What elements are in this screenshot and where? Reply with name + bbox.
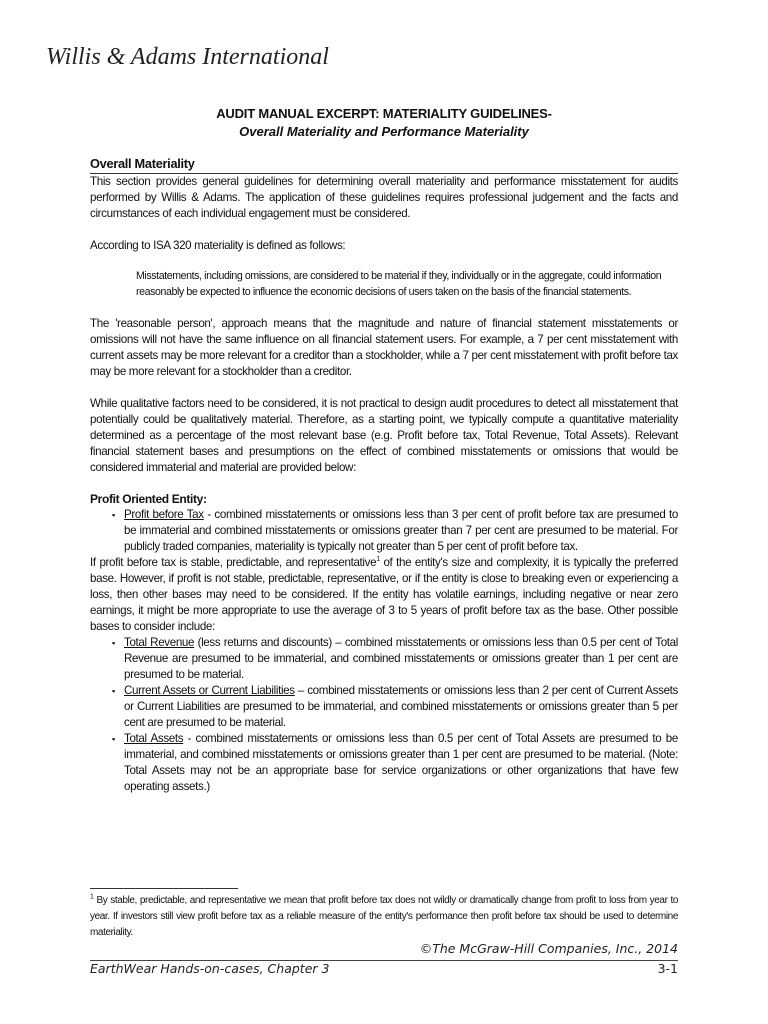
bullet-icon: ▪ [112,686,115,696]
firm-name: Willis & Adams International [46,44,329,70]
paragraph-text: of the entity's size and complexity, it is typically the preferred base. However, if profit is not stable, predictable, representative, or if the entity is close to breaking even or experiencing a loss, then other bases may need to be considered. If the entity has volatile earnings, including negative or near zero earnings, it might be more appropriate to use the average of 3 to 5 years of profit before tax as the base. Other possible bases to consider include: [90,556,679,633]
profit-base-paragraph [90,555,678,635]
footnote-text: By stable, predictable, and representative we mean that profit before tax does not wildly or dramatically change from profit to loss from year to year. If investors still view profit before tax as a reliable measure of the entity's performance then profit before tax should be used to determine materiality. [90,895,678,938]
bullet-term: Total Revenue [124,636,195,649]
footer-chapter: EarthWear Hands-on-cases, Chapter 3 [90,961,330,976]
page-number: 3-1 [657,961,678,976]
list-item [90,635,678,683]
document-title-block [0,106,768,139]
profit-bullets-1 [90,507,678,555]
bullet-icon: ▪ [112,638,115,648]
footnote [90,893,678,941]
main-content [90,156,678,795]
bullet-term: Profit before Tax [124,508,204,521]
bullet-term: Current Assets or Current Liabilities [124,684,295,697]
footnote-divider [90,888,238,889]
copyright-notice: ©The McGraw-Hill Companies, Inc., 2014 [419,941,678,956]
profit-entity-heading: Profit Oriented Entity: [90,492,207,506]
intro-paragraph: This section provides general guidelines for determining overall materiality and performance misstatement for audits performed by Willis & Adams. The application of these guidelines requires professional judgement and the facts and circumstances of each individual engagement must be considered. [90,175,678,220]
list-item [90,507,678,555]
footnote-ref: 1 [376,556,380,564]
reasonable-person-paragraph: The 'reasonable person', approach means that the magnitude and nature of financial statement misstatements or omissions will not have the same influence on all financial statement users. For example, a 7 per cent misstatement with current assets may be more relevant for a creditor than a stockholder, while a 7 per cent misstatement with profit before tax may be more relevant for a stockholder than a creditor. [90,317,678,378]
document-subtitle: Overall Materiality and Performance Materiality [239,124,529,139]
bullet-text: - combined misstatements or omissions less than 0.5 per cent of Total Assets are presumed to be immaterial, and combined misstatements or omissions greater than 1 per cent are presumed to be material. (Note: Total Assets may not be an appropriate base for service organizations or other organizations that have few operating assets.) [124,732,679,793]
bullet-text: (less returns and discounts) – combined misstatements or omissions less than 0.5 per cent of Total Revenue are presumed to be immaterial, and combined misstatements or omissions greater than 1 per cent are presumed to be material. [124,636,678,681]
document-title: AUDIT MANUAL EXCERPT: MATERIALITY GUIDELINES- [216,106,552,121]
bullet-term: Total Assets [124,732,184,745]
qualitative-paragraph: While qualitative factors need to be considered, it is not practical to design audit procedures to detect all misstatement that potentially could be qualitatively material. Therefore, as a starting point, we typically compute a quantitative materiality determined as a percentage of the most relevant base (e.g. Profit before tax, Total Revenue, Total Assets). Relevant financial statement bases and presumptions on the effect of combined misstatements or omissions that would be considered immaterial and material are provided below: [90,397,678,474]
isa-lead-paragraph: According to ISA 320 materiality is defined as follows: [90,239,346,252]
paragraph-text: If profit before tax is stable, predictable, and representative [90,556,377,569]
list-item [90,731,678,795]
isa-quote: Misstatements, including omissions, are considered to be material if they, individually or in the aggregate, could information reasonably be expected to influence the economic decisions of users taken on the basis of the financial statements. [136,270,662,298]
bullet-icon: ▪ [112,510,115,520]
section-heading: Overall Materiality [90,156,678,174]
bullet-text: - combined misstatements or omissions less than 3 per cent of profit before tax are presumed to be immaterial and combined misstatements or omissions greater than 7 per cent are presumed to be material. For publicly traded companies, materiality is typically not greater than 5 per cent of profit before tax. [124,508,678,553]
list-item [90,683,678,731]
profit-bullets-2 [90,635,678,795]
bullet-icon: ▪ [112,734,115,744]
footnote-number: 1 [90,893,94,901]
bullet-text: – combined misstatements or omissions less than 2 per cent of Current Assets or Current Liabilities are presumed to be immaterial, and combined misstatements or omissions greater than 5 per cent are presumed to be material. [124,684,678,729]
